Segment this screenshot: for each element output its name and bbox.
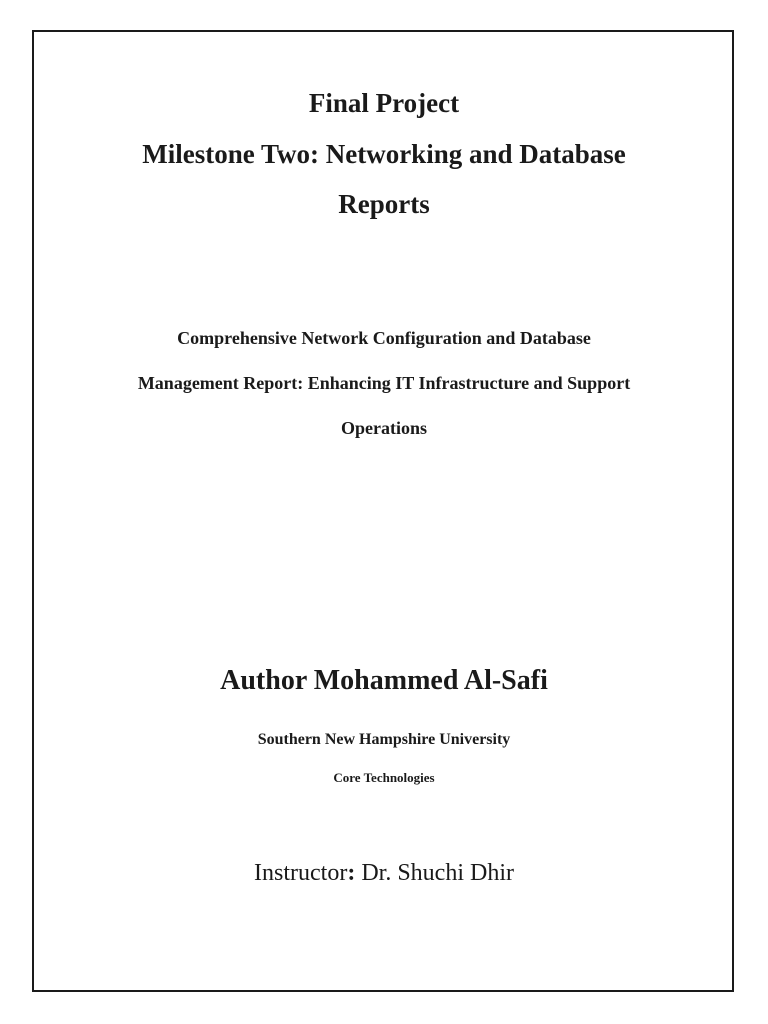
page-border	[32, 30, 734, 992]
subtitle-line-1: Comprehensive Network Configuration and Database	[177, 328, 591, 348]
subtitle-line-2: Management Report: Enhancing IT Infrastructure and Support	[137, 373, 631, 393]
title-line-3: Reports	[338, 189, 430, 219]
title-line-1: Final Project	[308, 88, 460, 118]
instructor-label: Instructor	[254, 860, 348, 886]
subtitle-line-3: Operations	[340, 418, 427, 438]
course-name: Core Technologies	[333, 770, 435, 785]
university-name: Southern New Hampshire University	[257, 731, 511, 748]
instructor-name: Dr. Shuchi Dhir	[355, 860, 514, 886]
title-line-2: Milestone Two: Networking and Database	[142, 139, 626, 169]
author-name: Author Mohammed Al-Safi	[220, 665, 548, 696]
instructor-line	[0, 860, 768, 887]
instructor-colon: :	[347, 860, 356, 886]
